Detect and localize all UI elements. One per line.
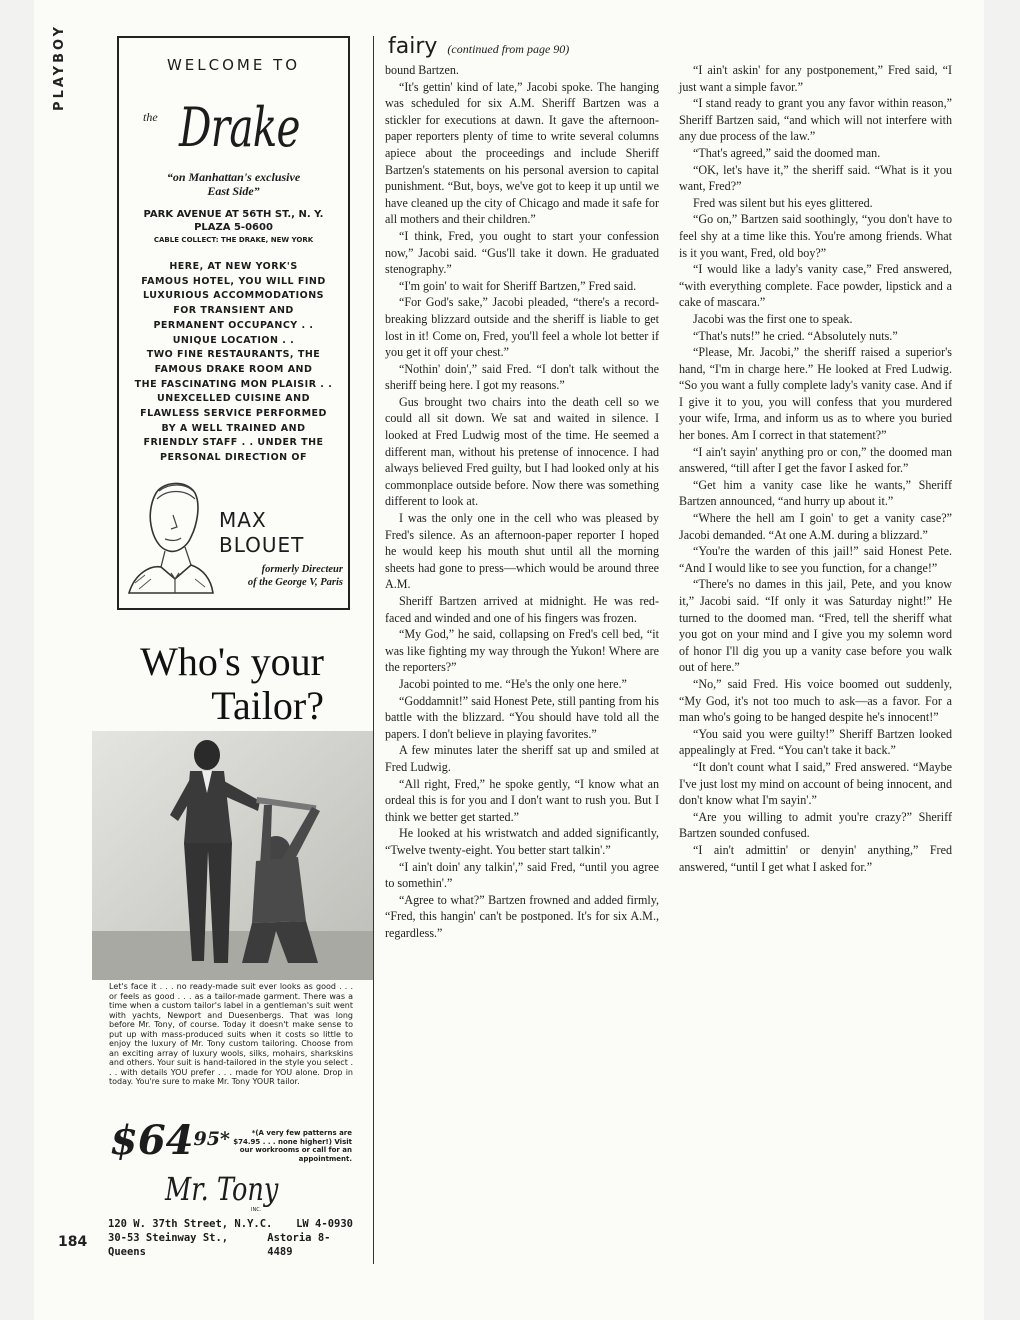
magazine-spine-title: PLAYBOY xyxy=(52,24,67,111)
story-paragraph: Jacobi pointed to me. “He's the only one here.” xyxy=(399,676,627,691)
drake-hotel-ad xyxy=(117,36,350,610)
price-cents: 95 xyxy=(193,1128,220,1150)
column-divider xyxy=(373,36,374,1264)
director-credentials-line2: of the George V, Paris xyxy=(247,577,343,588)
story-paragraph: “You're the warden of this jail!” said Honest Pete. “And I would like to see you function, for a change!” xyxy=(679,544,952,575)
story-column-2 xyxy=(679,62,952,875)
story-header xyxy=(388,34,569,59)
drake-body-line: PERMANENT OCCUPANCY . . xyxy=(153,319,314,331)
story-paragraph: “For God's sake,” Jacobi pleaded, “there's a record-breaking blizzard outside and the sheriff is liable to get lost in it! Come on, Fred, you'll feel a whole lot better if you get it off your chest.” xyxy=(385,295,659,360)
story-paragraph: Jacobi was the first one to speak. xyxy=(693,311,853,326)
director-name xyxy=(219,508,304,558)
drake-body-line: UNEXCELLED CUISINE AND xyxy=(157,393,310,405)
story-paragraph: “Goddamnit!” said Honest Pete, still panting from his battle with the blizzard. “You should have told all the papers. I don't believe in playing favorites.” xyxy=(385,693,659,741)
price-asterisk: * xyxy=(219,1128,230,1150)
story-paragraph: “There's no dames in this jail, Pete, and you know it,” Jacobi said. “If only it was Saturday night!” He turned to the doomed man. “Fred, tell the sheriff what you got on your mind and I give you my solemn word of honor I'll dig you up a vanity case before you walk out of here.” xyxy=(679,577,952,675)
drake-slogan-line2: East Side” xyxy=(207,184,260,198)
story-title: fairy xyxy=(388,34,438,59)
story-paragraph: A few minutes later the sheriff sat up and smiled at Fred Ludwig. xyxy=(385,743,659,774)
drake-cable: CABLE COLLECT: THE DRAKE, NEW YORK xyxy=(153,236,314,244)
drake-body-copy xyxy=(123,260,344,466)
drake-address: PARK AVENUE AT 56TH ST., N. Y. xyxy=(143,209,324,220)
drake-the: the xyxy=(143,110,158,124)
story-paragraph: “OK, let's have it,” the sheriff said. “What is it you want, Fred?” xyxy=(679,162,952,194)
drake-body-line: UNIQUE LOCATION . . xyxy=(172,334,295,346)
story-paragraph: “I would like a lady's vanity case,” Fred answered, “with everything complete. Face powder, lipstick and a cake of mascara.” xyxy=(679,262,952,310)
director-first-name: MAX xyxy=(219,508,267,532)
story-paragraph: “No,” said Fred. His voice boomed out suddenly, “My God, it's not too much to ask—as a favor. For a man who's going to be hanged despite he's innocent!” xyxy=(679,676,952,725)
drake-body-line: HERE, AT NEW YORK'S xyxy=(169,261,298,272)
director-credentials-line1: formerly Directeur xyxy=(261,564,343,575)
tailor-headline-line2: Tailor? xyxy=(211,683,324,728)
story-continued-note: (continued from page 90) xyxy=(447,42,570,56)
tailor-address-2: 30-53 Steinway St., Queens xyxy=(108,1232,229,1258)
price-dollars: $64 xyxy=(110,1117,194,1164)
drake-body-line: TWO FINE RESTAURANTS, THE xyxy=(146,349,321,361)
story-paragraph: “My God,” he said, collapsing on Fred's cell bed, “it was like fighting my way through the Yukon! Where are the reporters?” xyxy=(385,627,659,675)
story-paragraph: “That's agreed,” said the doomed man. xyxy=(693,145,881,160)
drake-slogan xyxy=(119,170,348,198)
story-paragraph: “Agree to what?” Bartzen frowned and added firmly, “Fred, this hangin' can't be postponed. It's for six A.M., regardless.” xyxy=(385,892,659,940)
tailor-phone-2: Astoria 8-4489 xyxy=(267,1232,331,1258)
tailor-phone-1: LW 4-0930 xyxy=(296,1218,353,1230)
story-paragraph: He looked at his wristwatch and added significantly, “Twelve twenty-eight. You better start talkin'.” xyxy=(385,826,659,857)
drake-body-line: FAMOUS DRAKE ROOM AND xyxy=(154,363,313,375)
story-paragraph: “I think, Fred, you ought to start your confession now,” Jacobi said. “Gus'll take it down. He graduated stenography.” xyxy=(385,228,659,277)
story-paragraph: “Nothin' doin',” said Fred. “I don't talk without the sheriff being here. I got my reasons.” xyxy=(385,361,659,393)
tailor-location-row xyxy=(108,1231,353,1259)
story-paragraph: bound Bartzen. xyxy=(385,63,459,77)
tailor-price-note: *(A very few patterns are $74.95 . . . none higher!) Visit our workrooms or call for an appointment. xyxy=(233,1129,352,1163)
director-credentials xyxy=(209,563,343,589)
story-column-1 xyxy=(385,62,659,941)
story-paragraph: “It's gettin' kind of late,” Jacobi spoke. The hanging was scheduled for six A.M. Sheriff Bartzen was a stickler for executions at dawn. It gave the afternoon-paper reporters plenty of time to write several columns apiece about the proceedings and include Sheriff Bartzen's statements on his personal aversion to capital punishment. “But, boys, we've got to keep it up until we have cleaned up the city of Chicago and made it safe for all mothers and their children.” xyxy=(385,79,659,227)
tailor-fitting-photo xyxy=(92,731,374,980)
drake-body-line: FOR TRANSIENT AND xyxy=(173,305,294,317)
drake-body-line: LUXURIOUS ACCOMMODATIONS xyxy=(143,290,324,302)
tailor-price xyxy=(110,1117,230,1164)
drake-slogan-line1: “on Manhattan's exclusive xyxy=(166,170,301,184)
story-paragraph: “Go on,” Bartzen said soothingly, “you don't have to feel shy at a time like this. You're among friends. What is it you want, Fred, old boy?” xyxy=(679,212,952,260)
tailor-ad-copy: Let's face it . . . no ready-made suit ever looks as good . . . or feels as good . . . as a tailor-made garment. There was a time when a custom tailor's label in a gentleman's suit went with yachts, Newport and Duesenbergs. That was long before Mr. Tony, of course. Today it doesn't make sense to put up with mass-produced suits when it costs so little to enjoy the luxury of Mr. Tony custom tailoring. Choose from an exciting array of luxury wools, silks, mohairs, sharkskins and others. Your suit is hand-tailored in the style you select . . . with details YOU prefer . . . made for YOU alone. Drop in today. You're sure to make Mr. Tony YOUR tailor. xyxy=(109,982,353,1086)
drake-body-line: FAMOUS HOTEL, YOU WILL FIND xyxy=(141,275,326,287)
mr-tony-logo-script: Mr. Tony xyxy=(165,1170,279,1208)
story-paragraph: “All right, Fred,” he spoke gently, “I know what an ordeal this is for you and I don't want to rush you. But I think we better get started.” xyxy=(385,776,659,824)
drake-body-line: FRIENDLY STAFF . . UNDER THE xyxy=(143,437,324,449)
page-number: 184 xyxy=(58,1234,88,1250)
drake-phone: PLAZA 5-0600 xyxy=(194,222,273,233)
story-paragraph: “I'm goin' to wait for Sheriff Bartzen,” Fred said. xyxy=(399,278,637,293)
tailor-ad-headline xyxy=(92,640,324,728)
story-paragraph: “I ain't askin' for any postponement,” Fred said, “I just want a simple favor.” xyxy=(679,63,952,94)
drake-address-block xyxy=(119,208,348,247)
drake-welcome: WELCOME TO xyxy=(166,56,301,74)
story-paragraph: Fred was silent but his eyes glittered. xyxy=(693,195,873,210)
mr-tony-logo-inc: INC. xyxy=(251,1207,262,1213)
story-paragraph: “Where the hell am I goin' to get a vanity case?” Jacobi demanded. “At one A.M. during a blizzard.” xyxy=(679,511,952,542)
tailor-headline-line1: Who's your xyxy=(140,639,324,684)
story-paragraph: “I ain't doin' any talkin',” said Fred, “until you agree to somethin'.” xyxy=(385,859,659,891)
story-paragraph: “Are you willing to admit you're crazy?” Sheriff Bartzen sounded confused. xyxy=(679,809,952,841)
drake-body-line: FLAWLESS SERVICE PERFORMED xyxy=(140,408,327,420)
story-paragraph: “I stand ready to grant you any favor within reason,” Sheriff Bartzen said, “and which will not interfere with any due process of the law.” xyxy=(679,96,952,144)
drake-body-line: PERSONAL DIRECTION OF xyxy=(160,452,307,464)
tailor-locations xyxy=(108,1217,353,1259)
story-paragraph: “Get him a vanity case like he wants,” Sheriff Bartzen announced, “and hurry up about it.” xyxy=(679,477,952,509)
drake-body-line: BY A WELL TRAINED AND xyxy=(161,422,306,434)
story-paragraph: “That's nuts!” he cried. “Absolutely nuts.” xyxy=(693,328,898,343)
director-last-name: BLOUET xyxy=(219,533,305,557)
director-portrait-sketch xyxy=(125,475,215,595)
story-paragraph: “I ain't sayin' anything pro or con,” the doomed man answered, “till after I get the favor I asked for.” xyxy=(679,444,952,476)
tailor-location-row xyxy=(108,1217,353,1231)
tailor-address-1: 120 W. 37th Street, N.Y.C. xyxy=(108,1218,273,1230)
drake-body-line: THE FASCINATING MON PLAISIR . . xyxy=(134,378,333,390)
story-paragraph: “I ain't admittin' or denyin' anything,” Fred answered, “until I get what I asked for.” xyxy=(679,842,952,874)
story-paragraph: “Please, Mr. Jacobi,” the sheriff raised a superior's hand, “I'm in charge here.” He looked at Fred Ludwig. “So you want a fully complete lady's vanity case. And if I give it to you, you will confess that you murdered your wife, Irma, and inform us as to where you buried her bones. Am I correct in that statement?” xyxy=(679,345,952,443)
drake-logo-script: Drake xyxy=(179,96,300,159)
story-paragraph: “It don't count what I said,” Fred answered. “Maybe I've just lost my mind on account of being innocent, and don't know what I'm sayin'.” xyxy=(679,759,952,808)
story-paragraph: Sheriff Bartzen arrived at midnight. He was red-faced and winded and one of his fingers was frozen. xyxy=(385,594,659,625)
story-paragraph: I was the only one in the cell who was pleased by Fred's silence. As an afternoon-paper reporter I hoped he would keep his mouth shut until all the morning sheets had gone to press—which would be around three A.M. xyxy=(385,511,659,592)
story-paragraph: “You said you were guilty!” Sheriff Bartzen looked appealingly at Fred. “You can't take it back.” xyxy=(679,726,952,758)
story-paragraph: Gus brought two chairs into the death cell so we could all sit down. We sat and waited in silence. I looked at Fred Ludwig most of the time. He seemed a different man, without his pretense of innocence. I had always believed Fred guilty, but I had looked only at his commonplace outside before. Now there was something different to look at. xyxy=(385,394,659,509)
